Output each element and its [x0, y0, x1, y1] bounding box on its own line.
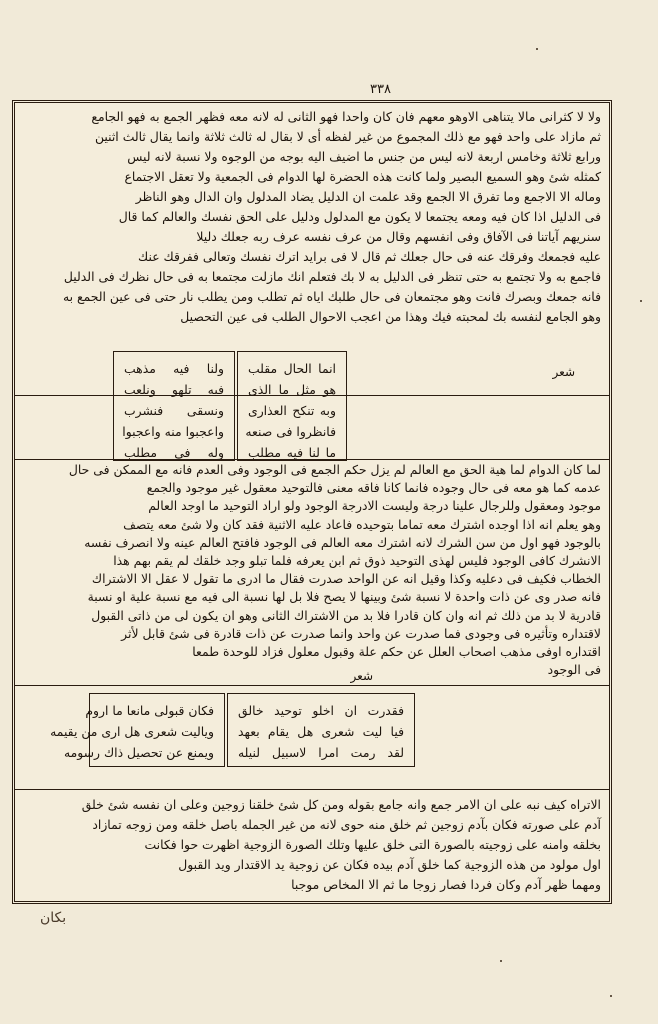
text-line: فى الدليل اذا كان فيه ومعه يجتمعا لا يكون مع المدلول ودليل على الحق نفسك والعالم كما قال: [118, 209, 601, 224]
section-1: [23, 107, 601, 391]
text-line: اقتداره اوفى مذهب اصحاب العلل عن حكم علة وقبول معلول فزاد للوحدة طمعا: [192, 644, 601, 660]
text-line: فانه صدر وى عن ذات واحدة لا نسبة شئ وبينها لا يصح فلا بل لها نسبة الى فيه مع نسبة علية او نسبة: [87, 589, 601, 605]
text-line: بالوجود فهو اول من سن الشرك لانه اشترك معه العالم فى الوجود فافتح العالم عينه ولا انصرف نفسه: [84, 534, 601, 550]
divider: [15, 685, 609, 686]
text-line: آدم على صورته فكان بآدم زوجين ثم خلق منه حوى لانه من غير الجمله باصل خلقه ومن زوجه تمازاد: [92, 817, 601, 832]
paper-speck: [640, 300, 642, 302]
verse: وياليت شعرى هل ارى من يقيمه: [50, 724, 214, 739]
verse: وبه تنكح العذارى: [248, 403, 336, 418]
verse: لقد رمت امرا لاسبيل لنيله: [238, 745, 404, 760]
poem-column-left: [113, 351, 235, 461]
text-line: قادرية لا بد من ذلك ثم انه وان كان قادرا فلا بد من الاشتراك الثانى وهو ان يكون لى من ذاتى القبول: [91, 607, 601, 623]
section-3: [23, 795, 601, 899]
poem-label: شعر: [350, 669, 373, 683]
text-line: سنريهم آياتنا فى الآفاق وفى انفسهم وقال من عرف نفسه عرف ربه جعلك دليلا: [196, 229, 601, 244]
verse: ما لنا فيه مطلب: [248, 445, 336, 460]
text-line: بخلقه وامنه على زوجيته بالصورة التى خلق عليها وتلك الصورة الزوجية اظهرت حوا فكانت: [144, 837, 601, 852]
divider: [15, 459, 609, 460]
verse: فقدرت ان اخلو توحيد خالق: [238, 703, 404, 718]
text-line: الاتراه كيف نبه على ان الامر جمع وانه جامع بقوله ومن كل شئ خلقنا زوجين وعلى ان نفسه شئ خلق: [81, 797, 601, 812]
verse: فيا ليت شعرى هل يقام بعهد: [238, 724, 404, 739]
poem-label: شعر: [552, 365, 575, 379]
text-frame: [12, 100, 612, 904]
divider: [15, 789, 609, 790]
poem-column-left: [50, 693, 225, 767]
text-line: الانشرك كافى الوجود فليس لهذى التوحيد ذوق ثم ابن يعرفه فلما تبلو وجد خلقك لم يقم بهم هذا: [113, 553, 601, 569]
verse: فانظروا فى صنعه: [245, 424, 336, 439]
section-2: [23, 461, 601, 681]
text-line: فى الوجود: [547, 662, 601, 678]
poem-column-right: [237, 351, 347, 461]
text-line: ثم مازاد على واحد فهو مع ذلك المجموع من غير لفظه أى لا بقال له ثالث ثلاثة وانما يقال ثالث اثنين: [94, 129, 601, 144]
poem-column-right: [227, 693, 415, 767]
text-line: اول مولود من هذه الزوجية كما خلق آدم بيده فكان عن زوجية يد الاقتدار ويد القبول: [178, 857, 601, 872]
paper-speck: [610, 995, 612, 997]
text-line: وهو الجامع لنفسه بك لمحبته فيك وهذا من اعجب الاحوال الطلب فى عين التحصيل: [180, 309, 601, 324]
text-line: الخطاب فكيف فى دعليه وكذا وقيل انه عن الواحد صدرت فقال ما ادرى ما تقول لا عقل الا الاشتراك: [91, 571, 601, 587]
text-line: لما كان الدوام لما هية الحق مع العالم لم يزل حكم الجمع فى الوجود وفى العدم فانه مع الممكن فى حال: [68, 462, 601, 477]
marginal-note: بكان: [40, 910, 67, 926]
paper-speck: [536, 48, 538, 50]
paper-speck: [500, 960, 502, 962]
verse: انما الحال مقلب: [248, 361, 336, 376]
text-line: ومهما ظهر آدم وكان فردا فصار زوجا ما ثم الا المخاص موجبا: [291, 877, 601, 892]
text-line: موجود ومعقول وللرجال علينا درجة وليست الادرجة الوجود ولو اراد التوحيد ما اوجد العالم: [148, 498, 601, 514]
text-line: وهو يعلم انه اذا اوجده اشترك معه تماما بتوحيده فاعاد عليه الاثنية فقد كان ولا شئ معه يتصف: [123, 516, 601, 532]
verse: ونسقى فنشرب: [124, 403, 224, 418]
verse: فكان قبولى مانعا ما اروم: [85, 703, 214, 718]
text-line: لاقتداره وتأثيره فى وجودى فما صدرت عن واحد وانما صدرت عن ذات قادرة فى شئ قابل لأثر: [121, 625, 601, 641]
text-line: عليه فجمعك وفرقك عنه فى حال جعلك ثم قال لا فى برايد اترك نفسك وتعالى ففرقك عنك: [138, 249, 601, 264]
text-line: فانه جمعك وبصرك فانت وهو مجتمعان فى حال طلبك اياه ثم تطلب ومن يطلب نار حتى فى عين الجمع به: [62, 289, 601, 304]
verse: واعجبوا منه واعجبوا: [122, 424, 224, 439]
text-line: عدمه كما هو معه فى حال وجوده فانما كانا فاقه معنى فالتوحيد معقول غير موجود والجمع: [146, 480, 601, 496]
text-line: فاجمع به ولا تجتمع به حتى تنظر فى الدليل به لا بك فتعلم انك مازلت مجتمعا به فى حال نظرك فى الدليل: [63, 269, 601, 284]
verse: هو مثل ما الذى: [248, 382, 336, 397]
verse: ويمنع عن تحصيل ذاك رسومه: [63, 745, 214, 760]
text-line: ورابع ثلاثة وخامس اربعة لانه ليس من جنس ما اضيف اليه بوجه من الوجوه ولا نسبة لانه ليس: [127, 149, 601, 164]
verse: وله فى مطلب: [124, 445, 224, 460]
verse: فيه تلهو ونلعب: [124, 382, 224, 397]
verse: ولنا فيه مذهب: [124, 361, 224, 376]
page-number: ٣٣٨: [370, 82, 391, 97]
text-line: وماله الا الاجمع وما تفرق الا الجمع وقد علمت ان الدليل يضاد المدلول وان الدال وهو الناظر: [135, 189, 601, 204]
text-line: ولا لا كثرانى مالا يتناهى الاوهو معهم فان كان واحدا فهو الثانى له لانه معه فظهر الجمع به فهو الجامع: [91, 109, 601, 124]
text-line: كمثله شئ وهو السميع البصير ولما كانت هذه الحضرة لها الدوام فى الجمعية ولا تعقل الاجتماع: [124, 169, 601, 184]
